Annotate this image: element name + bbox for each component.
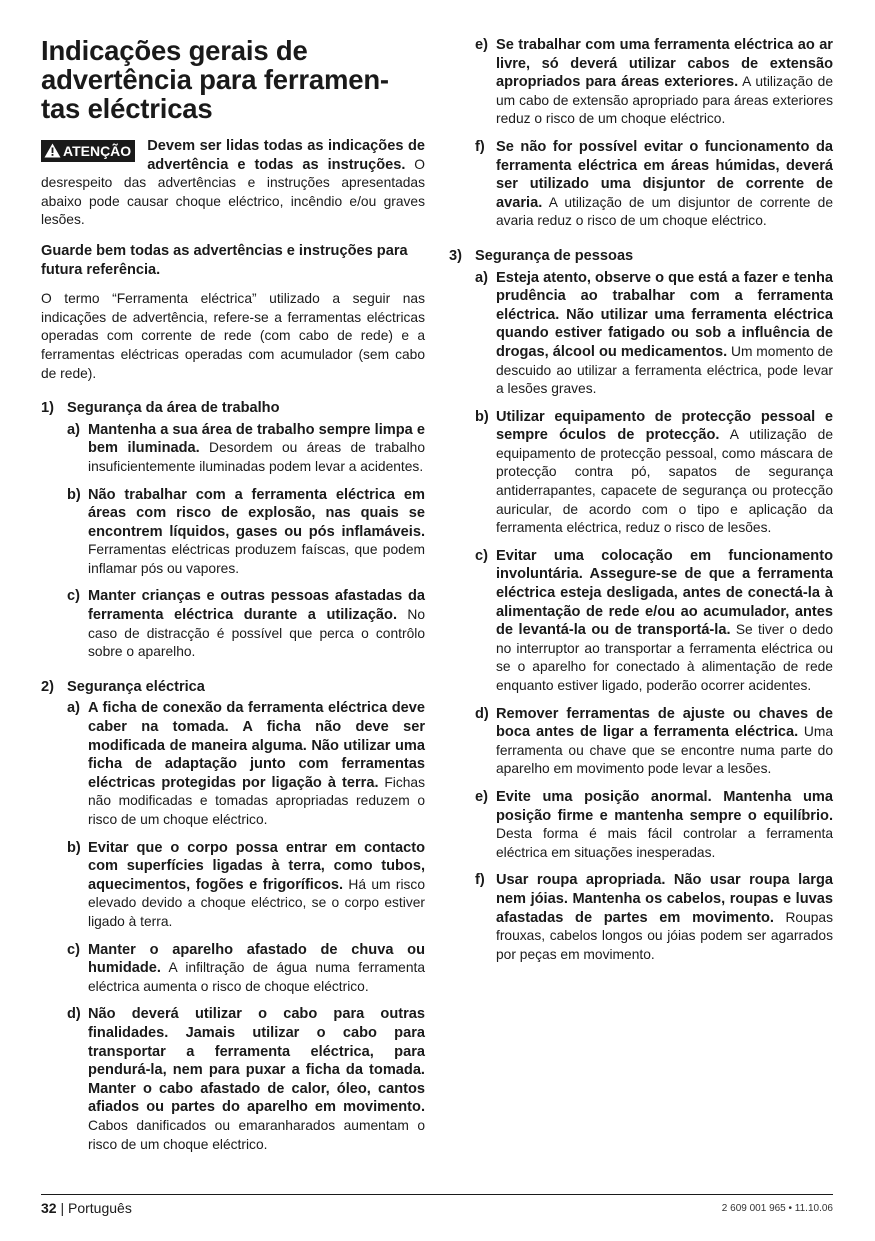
list-item: [475, 788, 833, 862]
item-text: Um momento de descuido ao utilizar a ferramenta eléctrica, pode levar a lesões graves.: [496, 343, 833, 397]
item-bold-text: Não trabalhar com a ferramenta eléctrica em áreas com risco de explosão, nas quais se encontrem líquidos, gases ou pós inflamáveis.: [88, 486, 425, 540]
list-item: [475, 705, 833, 779]
list-item: [475, 36, 833, 129]
list-item: [67, 587, 425, 661]
item-text: Roupas frouxas, cabelos longos ou jóias podem ser agarrados por peças em movimento.: [496, 909, 834, 962]
section-title: [41, 399, 425, 418]
item-bold-text: Manter crianças e outras pessoas afastadas da ferramenta eléctrica durante a utilização.: [88, 588, 425, 624]
item-bold-text: Mantenha a sua área de trabalho sempre limpa e bem iluminada.: [88, 421, 425, 457]
document-code: 2 609 001 965 • 11.10.06: [721, 1203, 833, 1214]
item-letter: f): [475, 138, 485, 155]
item-text: Há um risco elevado devido a choque eléctrico, se o corpo estiver ligado à terra.: [88, 876, 426, 929]
item-letter: b): [67, 486, 81, 503]
item-text: Uma ferramenta ou chave que se encontre numa parte do aparelho em movimento pode levar a lesões.: [496, 724, 833, 777]
item-bold-text: A ficha de conexão da ferramenta eléctrica deve caber na tomada. A ficha não deve ser modificada de maneira alguma. Não utilizar uma ficha de adaptação junto com ferramentas eléctricas protegidas por ligação à terra.: [88, 700, 425, 791]
footer-page-label: [41, 1200, 132, 1216]
item-letter: f): [475, 872, 485, 889]
item-bold-text: Utilizar equipamento de protecção pessoal e sempre óculos de protecção.: [496, 408, 833, 444]
item-letter: b): [67, 839, 81, 856]
list-item: [67, 1005, 425, 1154]
right-column: [449, 36, 834, 973]
item-bold-text: Se trabalhar com uma ferramenta eléctrica ao ar livre, só deverá utilizar cabos de extensão apropriados para áreas exteriores.: [496, 37, 833, 91]
list-item: [67, 699, 425, 829]
list-item: [67, 486, 425, 579]
item-text: Ferramentas eléctricas produzem faíscas, que podem inflamar pós ou vapores.: [88, 542, 425, 576]
list-item: [67, 839, 425, 932]
intro-paragraph: O termo “Ferramenta eléctrica” utilizado a seguir nas indicações de advertência, refere-se a ferramentas eléctricas operadas com corrente de rede (com cabo de rede) e a ferramentas eléctricas operadas com acumulador (sem cabo de rede).: [41, 291, 425, 381]
section-number: 1): [41, 400, 54, 417]
footer-divider: [41, 1194, 833, 1195]
page-title: Indicações gerais de advertência para ferramen-tas eléctricas: [41, 35, 389, 124]
item-text: A infiltração de água numa ferramenta eléctrica aumenta o risco de choque eléctrico.: [88, 960, 425, 994]
item-bold-text: Manter o aparelho afastado de chuva ou humidade.: [88, 941, 425, 977]
list-item: [475, 871, 833, 964]
item-text: Se tiver o dedo no interruptor ao transportar a ferramenta eléctrica ou se o aparelho for conectado à alimentação de rede enquanto estiver ligado, poderão ocorrer acidentes.: [496, 622, 833, 693]
keep-instructions-note: Guarde bem todas as advertências e instruções para futura referência.: [41, 242, 408, 278]
item-letter: a): [67, 421, 80, 438]
item-letter: d): [67, 1006, 81, 1023]
list-item: [475, 269, 833, 399]
item-text: A utilização de equipamento de protecção pessoal, como máscara de protecção contra pó, sapatos de segurança antiderrapantes, capacete de segurança ou protecção auricular, de acordo com o tipo e aplicação da ferramenta eléctrica, reduz o risco de lesões.: [496, 427, 833, 536]
list-item: [475, 408, 833, 538]
left-column: [41, 36, 425, 1163]
section-number: 2): [41, 678, 54, 695]
item-letter: a): [67, 700, 80, 717]
item-bold-text: Esteja atento, observe o que está a fazer e tenha prudência ao trabalhar com a ferramenta eléctrica. Não utilizar uma ferramenta eléctrica quando estiver fatigado ou sob a influência de drogas, álcool ou medicamentos.: [496, 269, 833, 360]
item-bold-text: Evitar que o corpo possa entrar em contacto com superfícies ligadas à terra, como tubos, aquecimentos, fogões e frigoríficos.: [88, 839, 425, 893]
item-text: A utilização de um cabo de extensão apropriado para áreas exteriores reduz o risco de um choque eléctrico.: [496, 74, 833, 127]
item-letter: a): [475, 269, 488, 286]
item-text: Cabos danificados ou emaranharados aumentam o risco de um choque eléctrico.: [88, 1117, 425, 1152]
footer-separator: |: [56, 1200, 68, 1216]
item-letter: c): [67, 588, 80, 605]
warning-bold-text: Devem ser lidas todas as indicações de advertência e todas as instruções.: [147, 138, 425, 173]
item-bold-text: Evitar uma colocação em funcionamento involuntária. Assegure-se de que a ferramenta eléctrica esteja desligada, antes de conectá-la à alimentação de rede e/ou ao acumulador, antes de levantá-la ou de transportá-la.: [496, 547, 833, 639]
footer-language: Português: [68, 1200, 132, 1216]
item-letter: b): [475, 408, 489, 425]
item-bold-text: Usar roupa apropriada. Não usar roupa larga nem jóias. Mantenha os cabelos, roupas e luvas afastadas de partes em movimento.: [496, 872, 833, 926]
section-title: [449, 247, 833, 266]
item-bold-text: Evite uma posição anormal. Mantenha uma posição firme e mantenha sempre o equilíbrio.: [496, 788, 833, 824]
item-letter: c): [475, 547, 488, 564]
list-item: [67, 941, 425, 997]
item-text: No caso de distracção é possível que perca o contrôlo sobre o aparelho.: [88, 607, 425, 660]
item-bold-text: Remover ferramentas de ajuste ou chaves de boca antes de ligar a ferramenta eléctrica.: [496, 705, 833, 741]
item-text: Desta forma é mais fácil controlar a ferramenta eléctrica em situações inesperadas.: [496, 826, 833, 860]
section-title: [41, 678, 425, 697]
item-letter: c): [67, 941, 80, 958]
item-letter: e): [475, 788, 488, 805]
page-number: 32: [41, 1200, 57, 1216]
section-number: 3): [449, 247, 462, 264]
item-text: A utilização de um disjuntor de corrente de avaria reduz o risco de um choque eléctrico.: [496, 194, 833, 229]
warning-text: O desrespeito das advertências e instruções apresentadas abaixo pode causar choque eléctrico, incêndio e/ou graves lesões.: [41, 156, 425, 228]
section-title-text: Segurança da área de trabalho: [67, 400, 280, 417]
list-item: [67, 421, 425, 477]
section-title-text: Segurança de pessoas: [475, 247, 634, 264]
item-bold-text: Não deverá utilizar o cabo para outras finalidades. Jamais utilizar o cabo para transportar a ferramenta eléctrica, para pendurá-la, nem para puxar a ficha da tomada. Manter o cabo afastado de calor, óleo, cantos afiados ou partes do aparelho em movimento.: [88, 1006, 425, 1116]
item-letter: d): [475, 705, 489, 722]
warning-triangle-icon: [44, 143, 61, 158]
section-title-text: Segurança eléctrica: [67, 678, 205, 695]
warning-badge: [41, 140, 135, 162]
item-letter: e): [475, 37, 488, 53]
warning-badge-label: ATENÇÃO: [63, 143, 132, 159]
list-item: [475, 547, 833, 696]
list-item: [475, 138, 833, 231]
warning-block: [41, 137, 425, 230]
item-bold-text: Se não for possível evitar o funcionamento da ferramenta eléctrica em áreas húmidas, deverá ser utilizado uma disjuntor de corrente de avaria.: [496, 138, 833, 211]
item-text: Desordem ou áreas de trabalho insuficientemente iluminadas podem levar a acidentes.: [88, 440, 425, 474]
item-text: Fichas não modificadas e tomadas apropriadas reduzem o risco de um choque eléctrico.: [88, 774, 425, 827]
